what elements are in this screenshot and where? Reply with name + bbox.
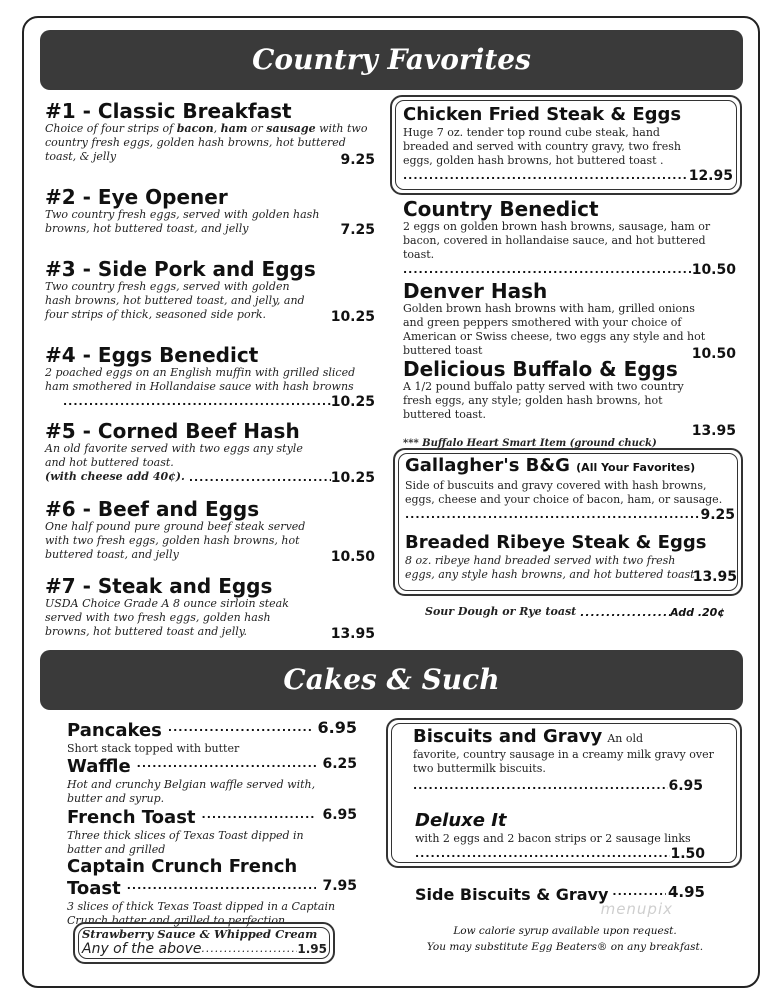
menu-item-country-benedict bbox=[403, 198, 736, 278]
item-name: Denver Hash bbox=[403, 279, 548, 303]
item-price: 7.95 bbox=[322, 878, 357, 894]
menu-item-steak-and-eggs bbox=[45, 575, 375, 642]
item-description: with 2 eggs and 2 bacon strips or 2 sausage links bbox=[415, 832, 691, 845]
item-price: 9.25 bbox=[340, 152, 375, 168]
item-name: Gallagher's B&G (All Your Favorites) bbox=[405, 455, 696, 476]
item-description: USDA Choice Grade A 8 ounce sirloin steak served with two fresh eggs, golden hash browns, hot buttered toast and jelly. bbox=[45, 597, 289, 638]
menu-item-denver-hash bbox=[403, 280, 736, 362]
item-name: Delicious Buffalo & Eggs bbox=[403, 357, 678, 381]
item-name: Captain Crunch French bbox=[67, 856, 298, 877]
section-banner-country-favorites: Country Favorites bbox=[40, 30, 743, 90]
menu-item-side-pork-and-eggs bbox=[45, 258, 375, 325]
item-name: Country Benedict bbox=[403, 197, 599, 221]
item-price: 10.50 bbox=[691, 346, 736, 362]
item-price: 9.25 bbox=[700, 507, 735, 523]
item-price: 13.95 bbox=[330, 626, 375, 642]
menu-item-captain-crunch bbox=[67, 856, 357, 928]
toast-addon: Sour Dough or Rye toast ..... Add .20¢ bbox=[425, 605, 725, 621]
item-description: favorite, country sausage in a creamy milk gravy over two buttermilk biscuits. bbox=[413, 748, 714, 775]
menu-item-chicken-fried-steak bbox=[403, 104, 733, 184]
item-price: 4.95 bbox=[667, 883, 705, 901]
menu-item-eye-opener bbox=[45, 186, 375, 238]
item-name: #2 - Eye Opener bbox=[45, 185, 228, 209]
strawberry-title: Strawberry Sauce & Whipped Cream bbox=[82, 927, 318, 941]
item-price: 1.95 bbox=[297, 942, 327, 956]
item-price: 10.25 bbox=[330, 309, 375, 325]
item-price-row bbox=[403, 168, 733, 184]
item-price: 10.50 bbox=[330, 549, 375, 565]
menu-item-delicious-buffalo bbox=[403, 358, 736, 451]
section-banner-cakes-and-such: Cakes & Such bbox=[40, 650, 743, 710]
item-price-row bbox=[403, 262, 736, 278]
item-description: 3 slices of thick Texas Toast dipped in a Captain Crunch batter and grilled to perfection bbox=[67, 900, 336, 927]
item-price-row bbox=[405, 507, 735, 523]
item-price: 13.95 bbox=[691, 423, 736, 439]
menu-item-french-toast bbox=[67, 807, 357, 857]
item-description: Short stack topped with butter bbox=[67, 742, 240, 755]
item-name: Biscuits and Gravy bbox=[413, 726, 603, 747]
heart-smart-note: *** Buffalo Heart Smart Item (ground chuck) bbox=[403, 438, 657, 449]
item-price: 10.25 bbox=[330, 470, 375, 486]
item-price: 6.95 bbox=[317, 718, 357, 737]
watermark-logo: menupix bbox=[600, 900, 673, 918]
item-name: #6 - Beef and Eggs bbox=[45, 497, 260, 521]
item-description: Two country fresh eggs, served with golden hash browns, hot buttered toast, and jelly bbox=[45, 208, 320, 235]
item-description: 8 oz. ribeye hand breaded served with two fresh eggs, any style hash browns, and hot buttered toast bbox=[405, 554, 695, 581]
item-name: Waffle bbox=[67, 756, 131, 777]
item-description: Choice of four strips of bacon, ham or sausage with two country fresh eggs, golden hash browns, hot buttered toast, & jelly bbox=[45, 122, 368, 163]
item-description: Three thick slices of Texas Toast dipped in batter and grilled bbox=[67, 829, 304, 856]
item-name: #3 - Side Pork and Eggs bbox=[45, 257, 316, 281]
strawberry-addon: Strawberry Sauce & Whipped Cream Any of the above ..... 1.95 bbox=[82, 927, 327, 957]
item-description: 2 eggs on golden brown hash browns, sausage, ham or bacon, covered in hollandaise sauce, and hot buttered toast. bbox=[403, 220, 711, 261]
item-name: Side Biscuits & Gravy bbox=[415, 885, 609, 904]
menu-item-waffle bbox=[67, 756, 357, 806]
item-name: #1 - Classic Breakfast bbox=[45, 99, 292, 123]
item-description: Huge 7 oz. tender top round cube steak, hand breaded and served with country gravy, two fresh eggs, golden hash browns, hot buttered toast . bbox=[403, 126, 681, 167]
item-price: 6.95 bbox=[322, 807, 357, 823]
item-price: 6.95 bbox=[668, 778, 703, 794]
item-price-row: (with cheese add 40¢). ..... 10.25 bbox=[45, 470, 375, 486]
item-name: #4 - Eggs Benedict bbox=[45, 343, 259, 367]
item-description: Hot and crunchy Belgian waffle served with, butter and syrup. bbox=[67, 778, 316, 805]
item-price: 10.50 bbox=[691, 262, 736, 278]
menu-item-classic-breakfast bbox=[45, 100, 375, 168]
item-description: One half pound pure ground beef steak served with two fresh eggs, golden hash browns, hot buttered toast, and jelly bbox=[45, 520, 306, 561]
item-price-row bbox=[63, 394, 375, 410]
item-price: 1.50 bbox=[670, 846, 705, 862]
item-name: Breaded Ribeye Steak & Eggs bbox=[405, 532, 707, 553]
footer-note-egg-beaters: You may substitute Egg Beaters® on any breakfast. bbox=[426, 941, 704, 953]
footer-note-syrup: Low calorie syrup available upon request. bbox=[453, 925, 677, 937]
item-name: Chicken Fried Steak & Eggs bbox=[403, 104, 682, 125]
menu-item-pancakes bbox=[67, 720, 357, 756]
item-name: French Toast bbox=[67, 807, 196, 828]
item-description: An old favorite served with two eggs any style and hot buttered toast. bbox=[45, 442, 303, 469]
item-price: 7.25 bbox=[340, 222, 375, 238]
menu-item-gallaghers-bg bbox=[405, 455, 735, 523]
item-name: #5 - Corned Beef Hash bbox=[45, 419, 300, 443]
item-name: Pancakes bbox=[67, 720, 162, 741]
item-name: Deluxe It bbox=[415, 810, 507, 831]
item-description: Two country fresh eggs, served with golden hash browns, hot buttered toast, and jelly, and four strips of thick, seasoned side pork. bbox=[45, 280, 305, 321]
item-price: 13.95 bbox=[692, 569, 737, 585]
menu-item-breaded-ribeye bbox=[405, 532, 737, 585]
item-name-line2: Toast bbox=[67, 878, 121, 899]
menu-item-corned-beef-hash bbox=[45, 420, 375, 486]
item-name: #7 - Steak and Eggs bbox=[45, 574, 273, 598]
item-description: A 1/2 pound buffalo patty served with two country fresh eggs, any style; golden hash browns, hot buttered toast. bbox=[403, 380, 684, 421]
item-description: Golden brown hash browns with ham, grilled onions and green peppers smothered with your choice of American or Swiss cheese, two eggs any style and hot buttered toast bbox=[403, 302, 706, 357]
item-price: 6.25 bbox=[322, 756, 357, 772]
menu-item-eggs-benedict bbox=[45, 344, 375, 410]
item-price: 10.25 bbox=[330, 394, 375, 410]
menu-item-beef-and-eggs bbox=[45, 498, 375, 565]
menu-item-deluxe-it bbox=[415, 810, 735, 862]
item-price: 12.95 bbox=[688, 168, 733, 184]
item-description: 2 poached eggs on an English muffin with grilled sliced ham smothered in Hollandaise sauce with hash browns bbox=[45, 366, 356, 393]
item-description: Side of buscuits and gravy covered with hash browns, eggs, cheese and your choice of bacon, ham, or sausage. bbox=[405, 479, 723, 506]
menu-item-biscuits-and-gravy: Biscuits and Gravy An old favorite, country sausage in a creamy milk gravy over two buttermilk biscuits. ..... 6.95 bbox=[413, 726, 733, 794]
